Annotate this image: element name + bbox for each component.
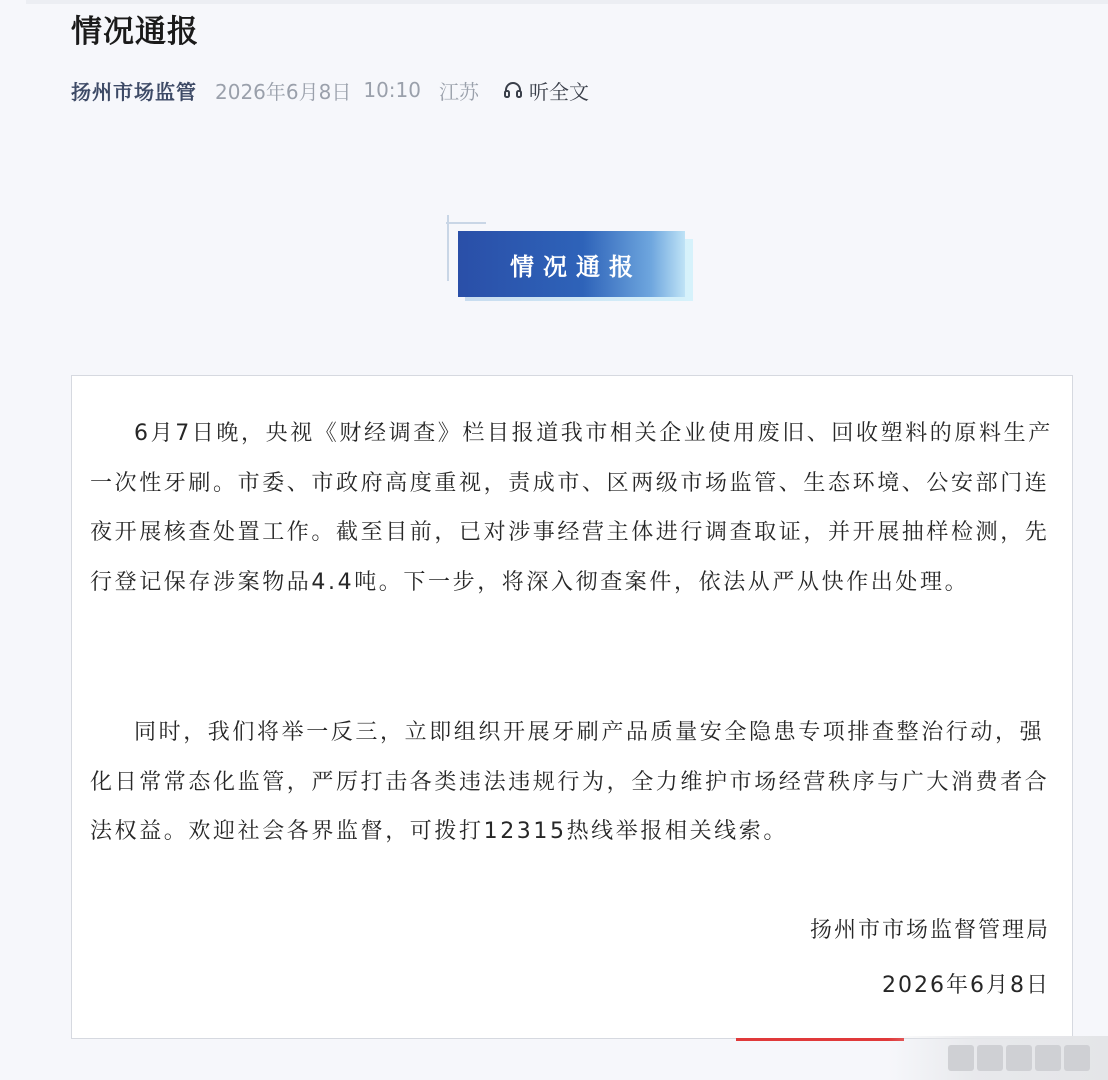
watermark-block — [1035, 1045, 1061, 1071]
article-title: 情况通报 — [71, 14, 199, 50]
watermark-overlay — [888, 1036, 1108, 1080]
article-meta — [71, 74, 589, 106]
banner-title: 情况通报 — [510, 252, 642, 281]
publish-time: 10:10 — [363, 78, 421, 102]
signature-org: 扬州市市场监督管理局 — [809, 918, 1050, 943]
banner-deco-line — [446, 222, 486, 224]
watermark-block — [977, 1045, 1003, 1071]
publish-region: 江苏 — [439, 79, 479, 104]
watermark-block — [1006, 1045, 1032, 1071]
notice-paragraph: 同时，我们将举一反三，立即组织开展牙刷产品质量安全隐患专项排查整治行动，强化日常常态化监管，严厉打击各类违法违规行为，全力维护市场经营秩序与广大消费者合法权益。欢迎社会各界监督，可拨打12315热线举报相关线索。 — [90, 720, 1050, 844]
watermark-block — [1064, 1045, 1090, 1071]
headphones-icon — [503, 80, 523, 100]
listen-button[interactable] — [503, 76, 589, 105]
publish-date: 2026年6月8日 — [215, 79, 352, 104]
notice-content-box — [71, 375, 1073, 1039]
notice-paragraph: 6月7日晚，央视《财经调查》栏目报道我市相关企业使用废旧、回收塑料的原料生产一次性牙刷。市委、市政府高度重视，责成市、区两级市场监管、生态环境、公安部门连夜开展核查处置工作。截至目前，已对涉事经营主体进行调查取证，并开展抽样检测，先行登记保存涉案物品4.4吨。下一步，将深入彻查案件，依法从严从快作出处理。 — [90, 421, 1053, 595]
notice-banner — [458, 231, 685, 297]
watermark-block — [948, 1045, 974, 1071]
source-link[interactable]: 扬州市场监管 — [71, 79, 197, 104]
banner-deco-line — [447, 215, 449, 281]
accent-line — [736, 1038, 904, 1041]
top-divider — [26, 0, 1108, 4]
listen-label: 听全文 — [529, 79, 589, 104]
signature-date: 2026年6月8日 — [882, 973, 1050, 998]
